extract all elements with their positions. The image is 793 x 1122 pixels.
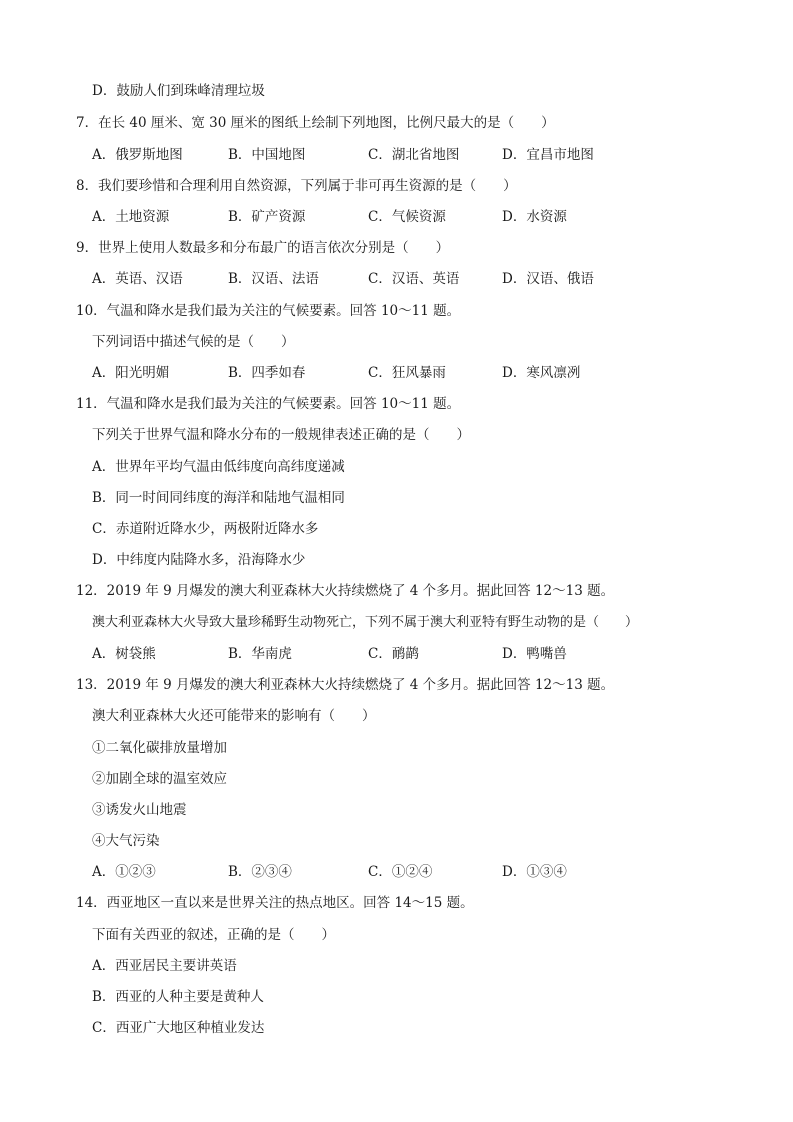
q11-option-c: C．赤道附近降水少，两极附近降水多: [92, 521, 319, 537]
q8-option-c: C．气候资源: [368, 209, 446, 225]
q10-option-d: D．寒风凛冽: [502, 365, 581, 381]
q10-option-b: B．四季如春: [228, 365, 306, 381]
q11-option-b: B．同一时间同纬度的海洋和陆地气温相同: [92, 490, 345, 506]
q6-option-d: D．鼓励人们到珠峰清理垃圾: [92, 83, 265, 99]
q9-option-a: A．英语、汉语: [92, 271, 183, 287]
q14-subquestion: 下面有关西亚的叙述，正确的是（ ）: [92, 927, 335, 943]
q8-option-d: D．水资源: [502, 209, 567, 225]
q13-option-d: D．①③④: [502, 864, 567, 880]
q12-option-b: B．华南虎: [228, 646, 292, 662]
q13-subquestion: 澳大利亚森林大火还可能带来的影响有（ ）: [92, 708, 376, 724]
q14-option-b: B．西亚的人种主要是黄种人: [92, 989, 264, 1005]
q12-option-a: A．树袋熊: [92, 646, 156, 662]
q9-stem: 9．世界上使用人数最多和分布最广的语言依次分别是（ ）: [76, 240, 450, 256]
q7-stem: 7．在长 40 厘米、宽 30 厘米的图纸上绘制下列地图，比例尺最大的是（ ）: [76, 115, 555, 131]
q7-option-b: B．中国地图: [228, 147, 306, 163]
q12-stem: 12．2019 年 9 月爆发的澳大利亚森林大火持续燃烧了 4 个多月。据此回答 12～13 题。: [76, 583, 615, 599]
q7-option-d: D．宜昌市地图: [502, 147, 594, 163]
q13-option-a: A．①②③: [92, 864, 156, 880]
q14-stem: 14．西亚地区一直以来是世界关注的热点地区。回答 14～15 题。: [76, 895, 474, 911]
q11-subquestion: 下列关于世界气温和降水分布的一般规律表述正确的是（ ）: [92, 427, 470, 443]
q13-option-c: C．①②④: [368, 864, 433, 880]
q11-option-a: A．世界年平均气温由低纬度向高纬度递减: [92, 459, 345, 475]
q14-option-a: A．西亚居民主要讲英语: [92, 958, 237, 974]
q8-stem: 8．我们要珍惜和合理利用自然资源，下列属于非可再生资源的是（ ）: [76, 178, 517, 194]
q14-option-c: C．西亚广大地区种植业发达: [92, 1020, 265, 1036]
q12-subquestion: 澳大利亚森林大火导致大量珍稀野生动物死亡，下列不属于澳大利亚特有野生动物的是（ ）: [92, 615, 639, 630]
q8-option-b: B．矿产资源: [228, 209, 306, 225]
q11-stem: 11．气温和降水是我们最为关注的气候要素。回答 10～11 题。: [76, 396, 461, 412]
q13-statement-4: ④大气污染: [92, 833, 160, 849]
q13-stem: 13．2019 年 9 月爆发的澳大利亚森林大火持续燃烧了 4 个多月。据此回答 12～13 题。: [76, 677, 615, 693]
q12-option-d: D．鸭嘴兽: [502, 646, 567, 662]
q9-option-c: C．汉语、英语: [368, 271, 460, 287]
q13-statement-2: ②加剧全球的温室效应: [92, 771, 227, 787]
q13-statement-3: ③诱发火山地震: [92, 802, 187, 818]
q7-option-a: A．俄罗斯地图: [92, 147, 183, 163]
q9-option-d: D．汉语、俄语: [502, 271, 594, 287]
q13-statement-1: ①二氧化碳排放量增加: [92, 740, 227, 756]
q10-subquestion: 下列词语中描述气候的是（ ）: [92, 334, 295, 350]
q8-option-a: A．土地资源: [92, 209, 170, 225]
q7-option-c: C．湖北省地图: [368, 147, 460, 163]
q10-stem: 10．气温和降水是我们最为关注的气候要素。回答 10～11 题。: [76, 303, 461, 319]
q10-option-a: A．阳光明媚: [92, 365, 170, 381]
q11-option-d: D．中纬度内陆降水多，沿海降水少: [92, 552, 306, 568]
q9-option-b: B．汉语、法语: [228, 271, 319, 287]
q10-option-c: C．狂风暴雨: [368, 365, 446, 381]
q13-option-b: B．②③④: [228, 864, 292, 880]
q12-option-c: C．鸸鹋: [368, 646, 419, 662]
